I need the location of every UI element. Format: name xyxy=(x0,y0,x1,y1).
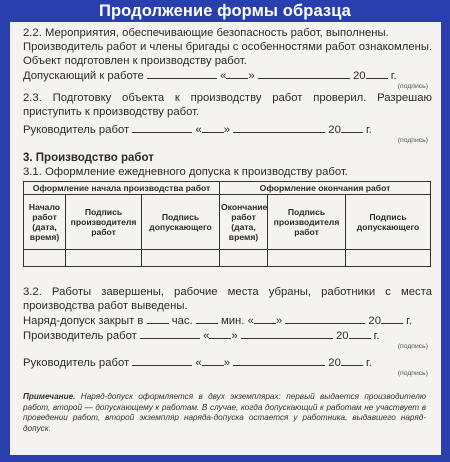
admitter-year-prefix: 20 xyxy=(352,70,366,82)
closure-day-field[interactable] xyxy=(254,313,276,324)
section-2-3-line1: 2.3. Подготовку объекта к производству работ проверил. Разрешаю xyxy=(23,92,432,104)
table-header-cell: Подпись допускающего xyxy=(142,195,220,250)
table-group-end: Оформление окончания работ xyxy=(220,182,431,195)
table-cell[interactable] xyxy=(142,250,220,267)
producer-year-field[interactable] xyxy=(349,328,371,339)
closure-year-field[interactable] xyxy=(381,313,403,324)
producer-year-suffix: г. xyxy=(373,330,380,342)
manager-year-prefix-2: 20 xyxy=(328,357,341,369)
manager-label-1: Руководитель работ xyxy=(23,124,130,136)
table-cell[interactable] xyxy=(268,250,346,267)
manager-day-field-1[interactable] xyxy=(202,122,224,133)
manager-signature-field-2[interactable] xyxy=(132,355,192,366)
table-group-start: Оформление начала производства работ xyxy=(24,182,220,195)
manager-day-field-2[interactable] xyxy=(202,355,224,366)
page-title: Продолжение формы образца xyxy=(99,2,351,20)
table-header-cell: Подпись производителя работ xyxy=(66,195,142,250)
form-sheet xyxy=(10,22,441,455)
closure-label: Наряд-допуск закрыт в xyxy=(23,315,144,327)
note-label: Примечание. xyxy=(23,392,76,401)
manager-year-field-1[interactable] xyxy=(341,122,363,133)
manager-label-2: Руководитель работ xyxy=(23,357,130,369)
section-3-2-line1: 3.2. Работы завершены, рабочие места убраны, работники с места xyxy=(23,286,432,298)
closure-hours-field[interactable] xyxy=(147,313,169,324)
manager-year-suffix-1: г. xyxy=(366,124,372,136)
admitter-signature-field[interactable] xyxy=(147,68,217,79)
admitter-day-field[interactable] xyxy=(226,68,248,79)
manager-signature-field-1[interactable] xyxy=(132,122,192,133)
producer-signature-field[interactable] xyxy=(140,328,200,339)
section-2-2-line3: Объект подготовлен к производству работ. xyxy=(23,55,247,67)
signature-caption: (подпись) xyxy=(397,370,428,377)
admitter-signature-row: Допускающий к работе « » 20 г. xyxy=(23,70,397,82)
table-header-cell: Подпись производителя работ xyxy=(268,195,346,250)
section-3-1-heading: 3.1. Оформление ежедневного допуска к производству работ. xyxy=(23,166,348,178)
manager-month-field-1[interactable] xyxy=(233,122,325,133)
signature-caption: (подпись) xyxy=(397,83,428,90)
note-text: Наряд-допуск оформляется в двух экземплярах: первый выдается производителю работ, второй — допускающему к работам. В случае, когда допускающий к работам не участвует в проведении работ, второй экземпляр наряда-допуска остается у работника, выдавшего наряд-допуск. xyxy=(23,392,426,433)
closure-minutes-field[interactable] xyxy=(196,313,218,324)
daily-admission-table xyxy=(23,181,431,267)
manager-year-field-2[interactable] xyxy=(341,355,363,366)
producer-year-prefix: 20 xyxy=(335,330,349,342)
table-row xyxy=(24,250,431,267)
section-3-title: 3. Производство работ xyxy=(23,152,154,164)
table-header-cell: Начало работ (дата, время) xyxy=(24,195,66,250)
manager-signature-row-2: Руководитель работ « » 20 г. xyxy=(23,357,372,369)
producer-label: Производитель работ xyxy=(23,330,137,342)
table-header-cell: Подпись допускающего xyxy=(346,195,431,250)
section-2-2-line2: Производитель работ и члены бригады с особенностями работ ознакомлены. xyxy=(23,41,433,53)
closure-row: Наряд-допуск закрыт в час. мин. « » 20 г. xyxy=(23,315,413,327)
producer-day-field[interactable] xyxy=(209,328,231,339)
signature-caption: (подпись) xyxy=(397,137,428,144)
section-2-2-line1: 2.2. Мероприятия, обеспечивающие безопасность работ, выполнены. xyxy=(23,27,389,39)
closure-year-suffix: г. xyxy=(406,315,413,327)
admitter-label: Допускающий к работе xyxy=(23,70,144,82)
producer-signature-row: Производитель работ « » 20 г. xyxy=(23,330,380,342)
closure-hours-unit: час. xyxy=(171,315,193,327)
manager-month-field-2[interactable] xyxy=(233,355,325,366)
closure-year-prefix: 20 xyxy=(368,315,381,327)
note-block xyxy=(23,392,426,434)
table-cell[interactable] xyxy=(346,250,431,267)
admitter-year-field[interactable] xyxy=(366,68,388,79)
section-3-2-line2: производства работ выведены. xyxy=(23,300,188,312)
table-cell[interactable] xyxy=(220,250,268,267)
manager-signature-row-1: Руководитель работ « » 20 г. xyxy=(23,124,372,136)
signature-caption: (подпись) xyxy=(397,343,428,350)
closure-minutes-unit: мин. xyxy=(220,315,245,327)
section-2-3-line2: приступить к производству работ. xyxy=(23,106,200,118)
manager-year-prefix-1: 20 xyxy=(328,124,341,136)
manager-year-suffix-2: г. xyxy=(366,357,372,369)
closure-month-field[interactable] xyxy=(285,313,365,324)
table-cell[interactable] xyxy=(66,250,142,267)
table-header-cell: Окончание работ (дата, время) xyxy=(220,195,268,250)
producer-month-field[interactable] xyxy=(241,328,333,339)
table-cell[interactable] xyxy=(24,250,66,267)
admitter-month-field[interactable] xyxy=(258,68,350,79)
admitter-year-suffix: г. xyxy=(390,70,397,82)
